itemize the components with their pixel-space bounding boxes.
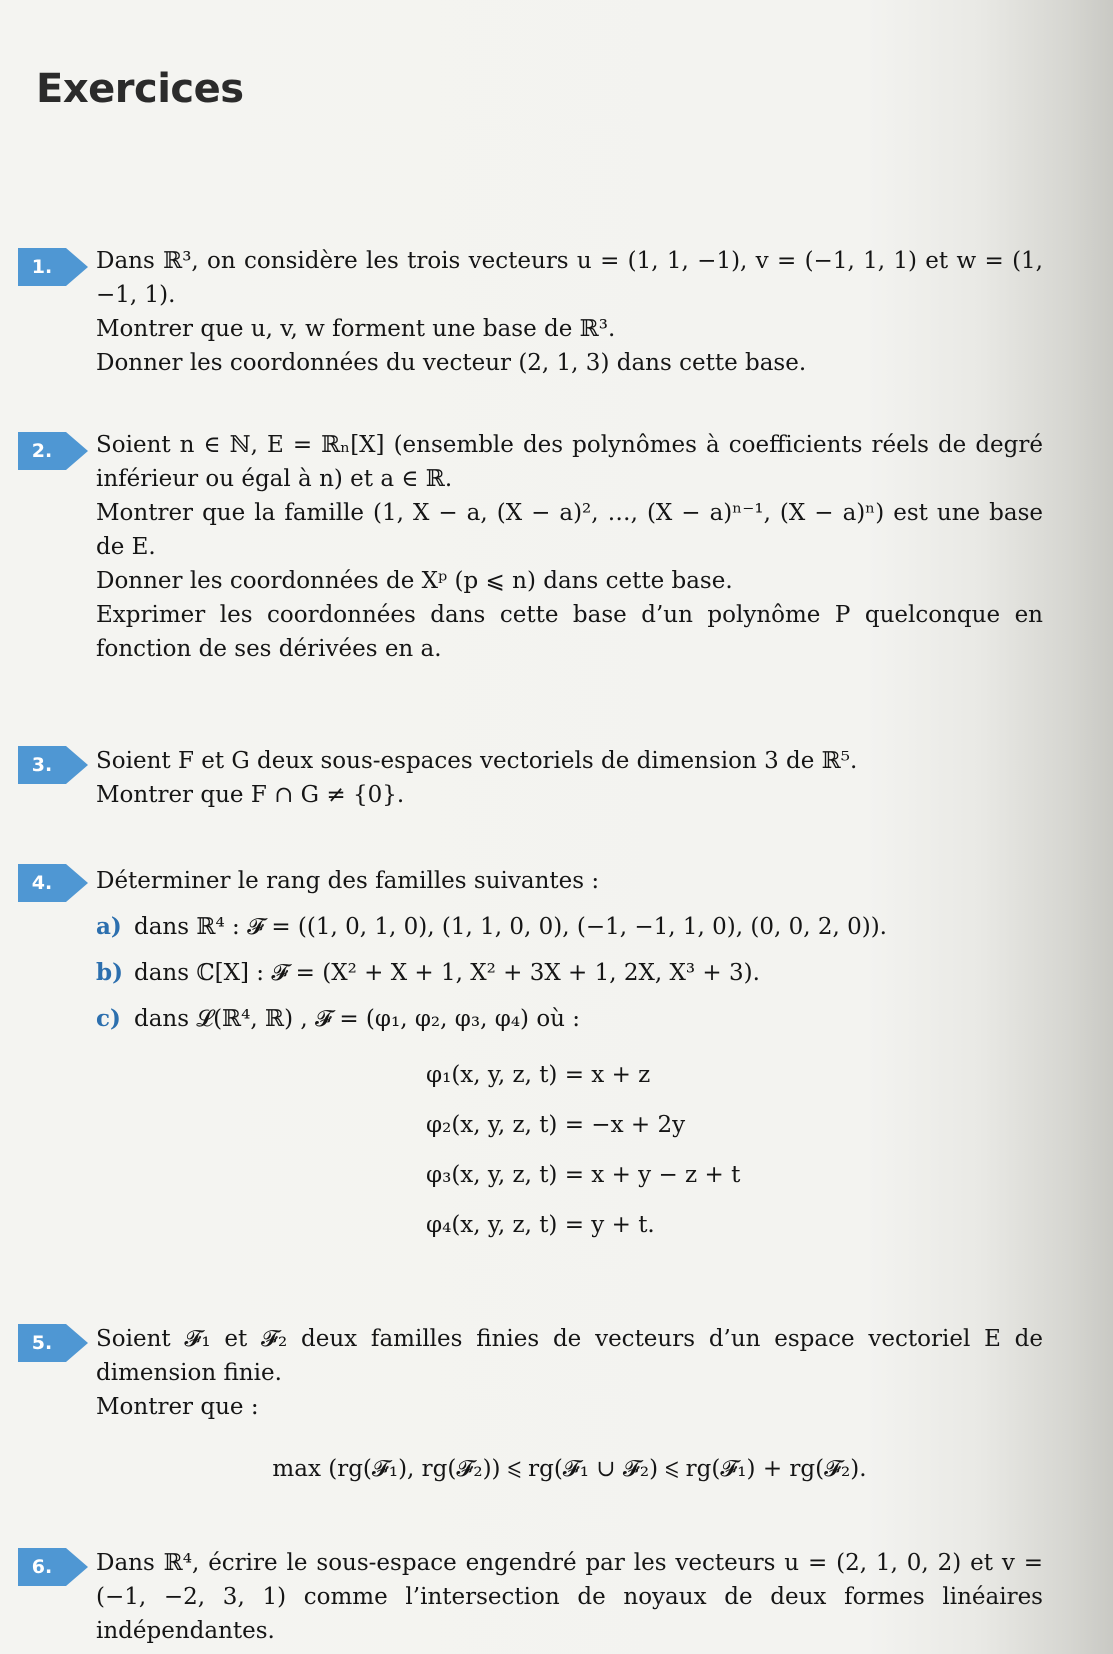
equation-line: φ₁(x, y, z, t) = x + z [426,1062,651,1088]
sub-question-text: dans ℂ[X] : 𝓕 = (X² + X + 1, X² + 3X + 1, 2X, X³ + 3). [134,960,760,986]
exercise-number-badge [18,1324,90,1362]
sub-question-text: dans 𝓛(ℝ⁴, ℝ) , 𝓕 = (φ₁, φ₂, φ₃, φ₄) où : [134,1006,581,1032]
exercise-text [96,428,1043,666]
exercise-number: 2. [31,440,53,462]
exercise-text [96,244,1043,380]
sub-question-label: c) [96,1005,121,1032]
exercise-line: Montrer que u, v, w forment une base de ℝ³. [96,316,616,342]
exercise-line: Montrer que la famille (1, X − a, (X − a)², …, (X − a)ⁿ⁻¹, (X − a)ⁿ) est une base de E. [96,500,1043,560]
exercise-line: Exprimer les coordonnées dans cette base d’un polynôme P quelconque en fonction de ses dérivées en a. [96,602,1043,662]
exercise-line: Donner les coordonnées de Xᵖ (p ⩽ n) dans cette base. [96,568,733,594]
page-title: Exercices [36,66,244,112]
exercise-line: Soient 𝓕₁ et 𝓕₂ deux familles finies de vecteurs d’un espace vectoriel E de dimension finie. [96,1326,1043,1386]
sub-question-a [96,910,1043,944]
exercise-line: Déterminer le rang des familles suivantes : [96,868,600,894]
exercise-number-badge [18,746,90,784]
exercise-line: Soient n ∈ ℕ, E = ℝₙ[X] (ensemble des polynômes à coefficients réels de degré inférieur ou égal à n) et a ∈ ℝ. [96,432,1043,492]
exercise-number-badge [18,864,90,902]
exercise-line: Dans ℝ³, on considère les trois vecteurs u = (1, 1, −1), v = (−1, 1, 1) et w = (1, −1, 1). [96,248,1043,308]
exercise-text [96,1322,1043,1486]
sub-question-c [96,1002,1043,1036]
exercise-number-badge [18,1548,90,1586]
equation-line: φ₃(x, y, z, t) = x + y − z + t [426,1162,741,1188]
exercise-line: Donner les coordonnées du vecteur (2, 1, 3) dans cette base. [96,350,807,376]
exercise-line: Soient F et G deux sous-espaces vectoriels de dimension 3 de ℝ⁵. [96,748,858,774]
equation-line: φ₄(x, y, z, t) = y + t. [426,1212,655,1238]
exercise-number: 3. [31,754,53,776]
display-formula: max (rg(𝓕₁), rg(𝓕₂)) ⩽ rg(𝓕₁ ∪ 𝓕₂) ⩽ rg(𝓕₁) + rg(𝓕₂). [272,1456,867,1482]
exercise-text [96,1546,1043,1648]
sub-question-b [96,956,1043,990]
exercise-line: Dans ℝ⁴, écrire le sous-espace engendré par les vecteurs u = (2, 1, 0, 2) et v = (−1, −2, 3, 1) comme l’intersection de noyaux de deux formes linéaires indépendantes. [96,1550,1043,1644]
sub-question-text: dans ℝ⁴ : 𝓕 = ((1, 0, 1, 0), (1, 1, 0, 0), (−1, −1, 1, 0), (0, 0, 2, 0)). [134,914,887,940]
exercise-number: 6. [31,1556,53,1578]
exercise-text [96,744,1043,812]
exercise-number: 5. [31,1332,53,1354]
exercise-line: Montrer que F ∩ G ≠ {0}. [96,782,405,808]
exercise-number: 1. [31,256,53,278]
exercise-number-badge [18,248,90,286]
equation-block [426,1050,1043,1250]
exercise-number: 4. [31,872,53,894]
sub-question-label: b) [96,959,123,986]
sub-question-label: a) [96,913,122,940]
equation-line: φ₂(x, y, z, t) = −x + 2y [426,1112,686,1138]
exercise-text [96,864,1043,1250]
exercise-line: Montrer que : [96,1394,259,1420]
exercise-number-badge [18,432,90,470]
